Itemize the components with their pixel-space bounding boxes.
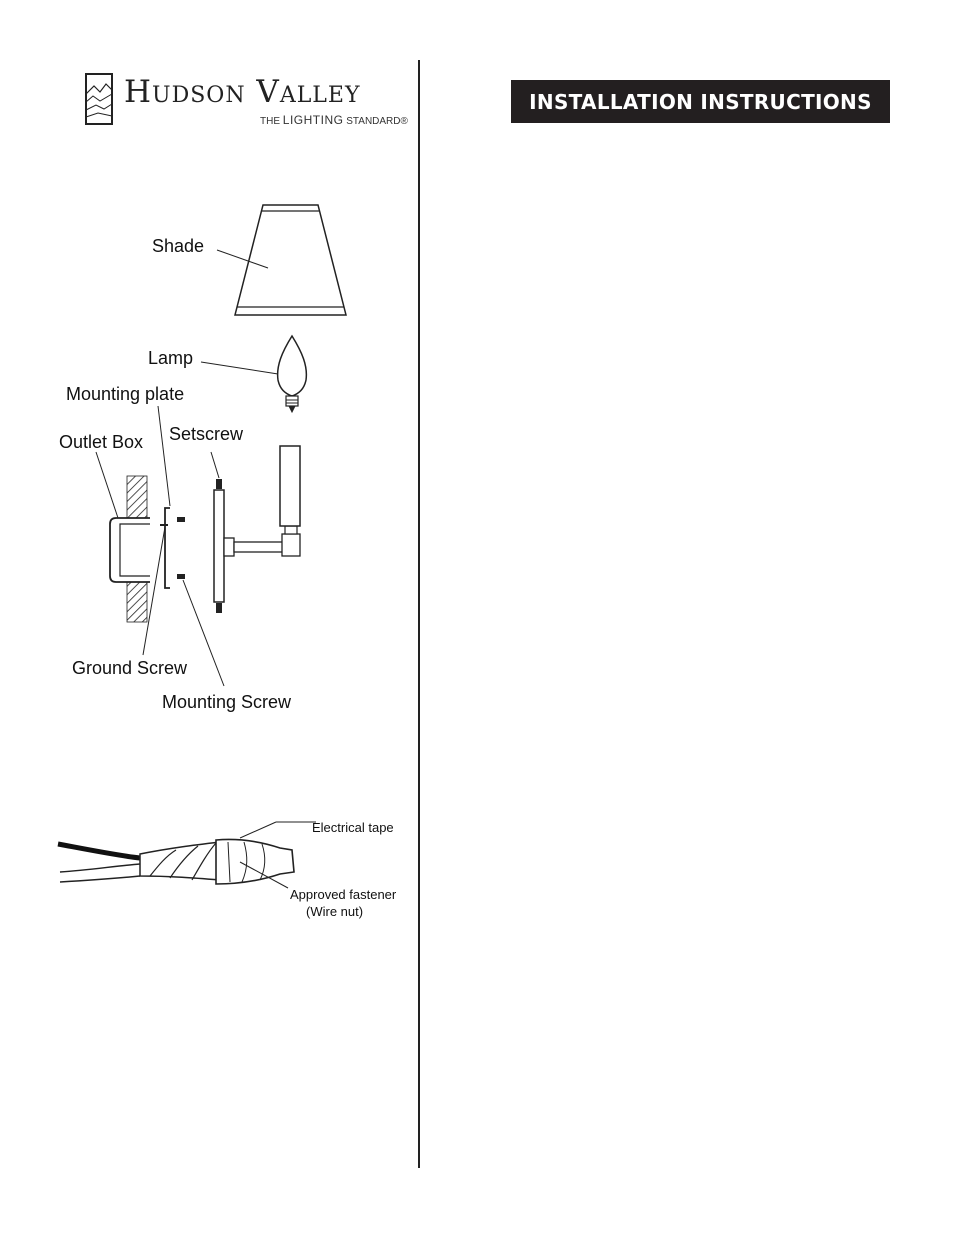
wire-nut-label: (Wire nut)	[306, 904, 364, 919]
wire-splice-drawing	[58, 822, 316, 888]
lamp-label: Lamp	[148, 348, 194, 368]
lamp-drawing	[201, 336, 306, 412]
ground-screw-label: Ground Screw	[72, 658, 188, 678]
mounting-screw-label: Mounting Screw	[162, 692, 292, 712]
tagline-main: LIGHTING	[282, 113, 344, 127]
tagline-prefix: THE	[260, 116, 280, 127]
approved-fastener-label: Approved fastener	[290, 887, 397, 902]
shade-label: Shade	[152, 236, 205, 256]
page-title-banner: INSTALLATION INSTRUCTIONS	[511, 80, 890, 123]
outlet-box-label: Outlet Box	[59, 432, 144, 452]
mounting-plate-label: Mounting plate	[66, 384, 185, 404]
shade-drawing	[217, 205, 346, 315]
electrical-tape-label: Electrical tape	[312, 820, 394, 835]
arm-drawing	[224, 446, 300, 556]
brand-name: Hudson Valley	[124, 74, 361, 110]
backplate-drawing	[211, 452, 224, 613]
tagline-suffix: STANDARD®	[346, 116, 408, 127]
setscrew-label: Setscrew	[169, 424, 244, 444]
